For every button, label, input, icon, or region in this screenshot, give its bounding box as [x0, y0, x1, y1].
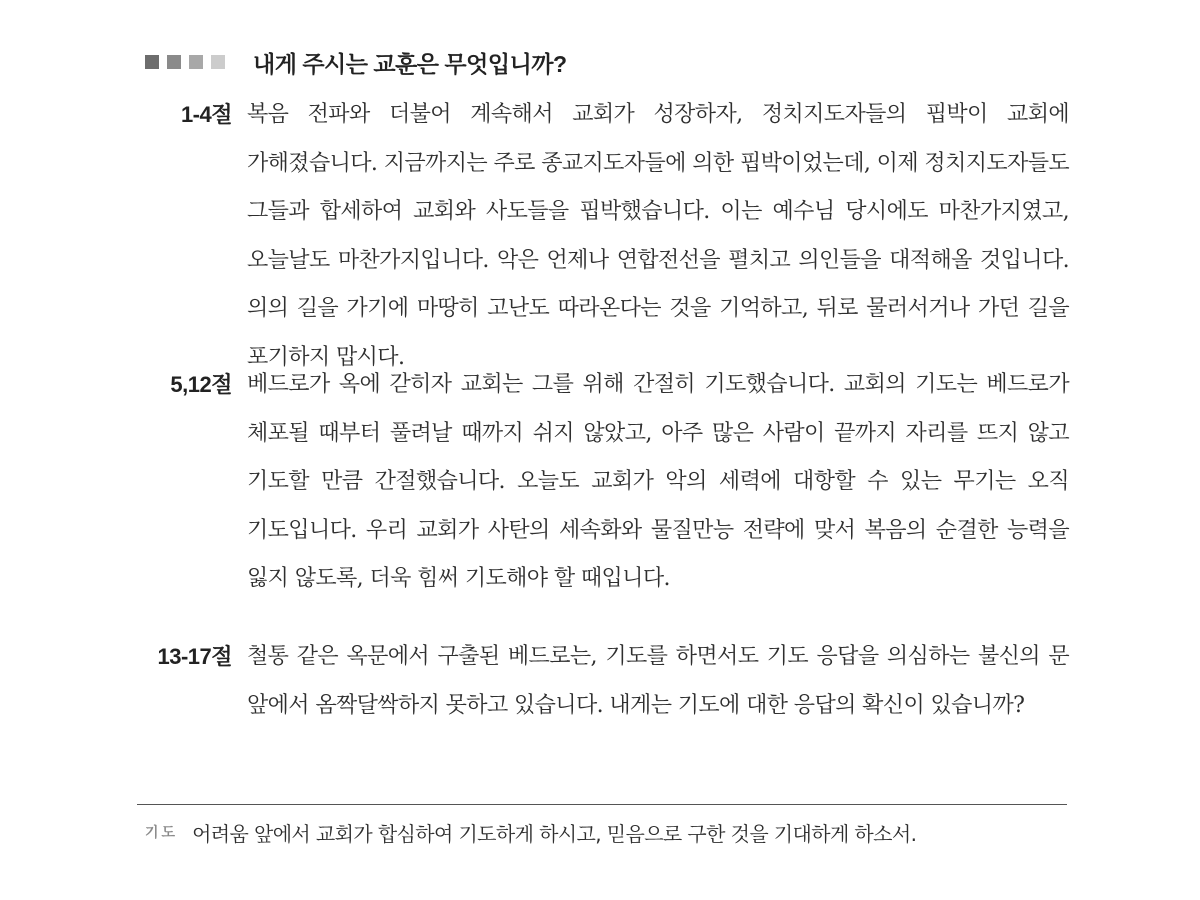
section-title: 내게 주시는 교훈은 무엇입니까? [253, 50, 567, 77]
divider [137, 804, 1067, 805]
prayer-text: 어려움 앞에서 교회가 합심하여 기도하게 하시고, 믿음으로 구한 것을 기대하게 하소서. [192, 821, 917, 846]
verse-commentary: 베드로가 옥에 갇히자 교회는 그를 위해 간절히 기도했습니다. 교회의 기도는 베드로가 체포될 때부터 풀려날 때까지 쉬지 않았고, 아주 많은 사람이 끝까지 자리를 뜨지 않고 기도할 만큼 간절했습니다. 오늘도 교회가 악의 세력에 대항할 수 있는 무기는 오직 기도입니다. 우리 교회가 사탄의 세속화와 물질만능 전략에 맞서 복음의 순결한 능력을 잃지 않도록, 더욱 힘써 기도해야 할 때입니다. [247, 372, 1069, 591]
square-icon [145, 55, 159, 69]
verse-reference: 13-17절 [157, 644, 232, 669]
prayer-label: 기도 [145, 824, 179, 840]
square-icon [189, 55, 203, 69]
verse-reference: 5,12절 [170, 372, 232, 397]
prayer-line [145, 812, 916, 852]
square-icon [211, 55, 225, 69]
verse-commentary: 철통 같은 옥문에서 구출된 베드로는, 기도를 하면서도 기도 응답을 의심하는 불신의 문 앞에서 옴짝달싹하지 못하고 있습니다. 내게는 기도에 대한 응답의 확신이 있습니까? [247, 644, 1069, 718]
verse-commentary: 복음 전파와 더불어 계속해서 교회가 성장하자, 정치지도자들의 핍박이 교회에 가해졌습니다. 지금까지는 주로 종교지도자들에 의한 핍박이었는데, 이제 정치지도자들도 그들과 합세하여 교회와 사도들을 핍박했습니다. 이는 예수님 당시에도 마찬가지였고, 오늘날도 마찬가지입니다. 악은 언제나 연합전선을 펼치고 의인들을 대적해올 것입니다. 의의 길을 가기에 마땅히 고난도 따라온다는 것을 기억하고, 뒤로 물러서거나 가던 길을 포기하지 맙시다. [247, 102, 1069, 370]
header-squares-icon [145, 55, 233, 69]
section-header [145, 42, 567, 82]
verse-reference: 1-4절 [180, 102, 232, 127]
square-icon [167, 55, 181, 69]
